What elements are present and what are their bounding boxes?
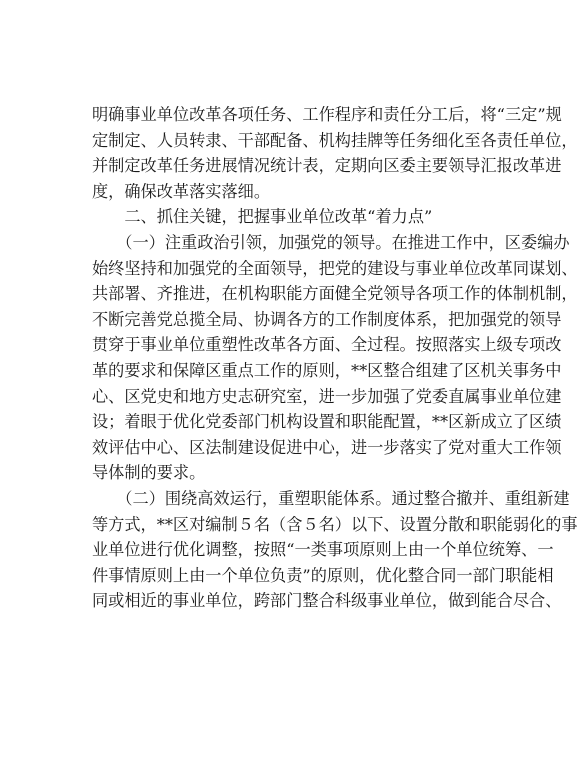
- text-line: 导体制的要求。: [92, 463, 206, 483]
- text-line: 度，确保改革落实落细。: [92, 181, 271, 201]
- text-line: 革的要求和保障区重点工作的原则，**区整合组建了区机关事务中: [92, 360, 562, 380]
- text-line: 明确事业单位改革各项任务、工作程序和责任分工后，将“三定”规: [92, 105, 562, 124]
- text-line: 贯穿于事业单位重塑性改革各方面、全过程。按照落实上级专项改: [92, 335, 562, 355]
- text-line: 共部署、齐推进，在机构职能方面健全党领导各项工作的体制机制，: [92, 284, 578, 304]
- text-line: （二）围绕高效运行，重塑职能体系。通过整合撤并、重组新建: [92, 488, 570, 508]
- text-line: 设；着眼于优化党委部门机构设置和职能配置，**区新成立了区绩: [92, 412, 562, 432]
- text-line: 同或相近的事业单位，跨部门整合科级事业单位，做到能合尽合、: [92, 591, 562, 611]
- section-heading: 二、抓住关键，把握事业单位改革“着力点”: [92, 207, 433, 227]
- text-line: （一）注重政治引领，加强党的领导。在推进工作中，区委编办: [92, 232, 570, 252]
- text-line: 定制定、人员转隶、干部配备、机构挂牌等任务细化至各责任单位，: [92, 130, 578, 150]
- document-body: [92, 102, 578, 614]
- text-line: 效评估中心、区法制建设促进中心，进一步落实了党对重大工作领: [92, 437, 562, 457]
- text-line: 并制定改革任务进展情况统计表，定期向区委主要领导汇报改革进: [92, 156, 562, 176]
- text-line: 等方式，**区对编制５名（含５名）以下、设置分散和职能弱化的事: [92, 514, 578, 534]
- text-line: 心、区党史和地方史志研究室，进一步加强了党委直属事业单位建: [92, 386, 562, 406]
- text-line: 件事情原则上由一个单位负责”的原则，优化整合同一部门职能相: [92, 565, 554, 585]
- text-line: 不断完善党总揽全局、协调各方的工作制度体系，把加强党的领导: [92, 309, 562, 329]
- text-line: 始终坚持和加强党的全面领导，把党的建设与事业单位改革同谋划、: [92, 258, 578, 278]
- text-line: 业单位进行优化调整，按照“一类事项原则上由一个单位统筹、一: [92, 540, 554, 560]
